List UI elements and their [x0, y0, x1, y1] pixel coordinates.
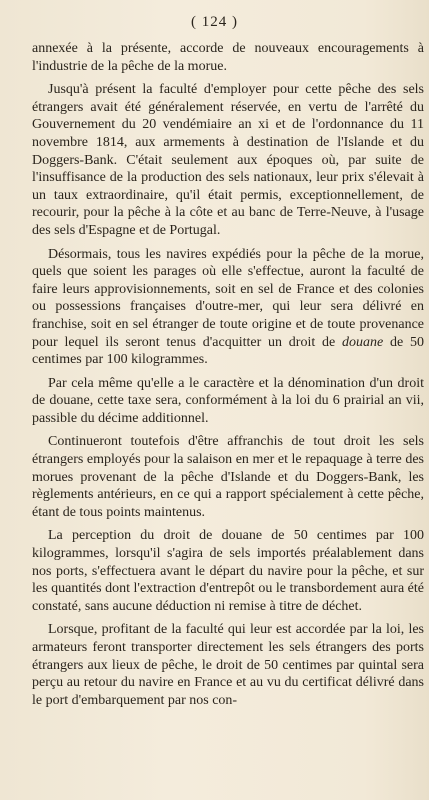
paragraph-armateurs: Lorsque, profitant de la faculté qui leur est accordée par la loi, les armateurs feront transporter directement les sels étrangers des ports étrangers aux lieux de pêche, le droit de 50 centimes par quintal sera perçu au retour du navire en France et au vu du certificat délivré dans le port d'embarquement par nos con-: [32, 622, 424, 708]
page-number: ( 124 ): [191, 14, 238, 30]
paragraph-sels-etrangers: Jusqu'à présent la faculté d'employer pour cette pêche des sels étrangers avait été généralement réservée, en vertu de l'arrêté du Gouvernement du 20 vendémiaire an xi et de l'ordonnance du 11 novembre 1814, aux armements à destination de l'Islande et du Doggers-Bank. C'était seulement aux époques où, par suite de l'insuffisance de la production des sels nationaux, leur prix s'élevait à un taux extraordinaire, qu'il était permis, exceptionnellement, de recourir, pour la pêche à la côte et au banc de Terre-Neuve, à l'usage des sels d'Espagne et de Portugal.: [32, 82, 424, 238]
body-text: [32, 40, 424, 715]
paragraph-desormais-end: de 50 centimes par 100 kilogrammes.: [32, 334, 425, 368]
paragraph-continuation: annexée à la présente, accorde de nouveaux encouragements à l'industrie de la pêche de la morue.: [32, 41, 424, 74]
paragraph-perception: La perception du droit de douane de 50 centimes par 100 kilogrammes, lorsqu'il s'agira de sels importés préalablement dans nos ports, s'effectuera avant le départ du navire pour la pêche, et sur les quantités dont l'extraction d'entrepôt ou le transbordement aura été constaté, sans aucune déduction ni remise à titre de déchet.: [32, 528, 424, 614]
paragraph-desormais-text: Désormais, tous les navires expédiés pour la pêche de la morue, quels que soient les parages où elle s'effectue, auront la faculté de faire leurs approvisionnements, soit en sel de France et des colonies ou possessions françaises d'outre-mer, qui leur sera délivré en franchise, soit en sel étranger de toute origine et de toute provenance pour lequel ils seront tenus d'acquitter un droit de: [32, 246, 424, 350]
paragraph-desormais: [32, 246, 424, 369]
paragraph-droit-de-douane: Par cela même qu'elle a le caractère et la dénomination d'un droit de douane, cette taxe sera, conformément à la loi du 6 prairial an vii, passible du décime additionnel.: [32, 375, 424, 426]
paragraph-affranchis: Continueront toutefois d'être affranchis de tout droit les sels étrangers employés pour la salaison en mer et le repaquage à terre des morues provenant de la pêche d'Islande et du Doggers-Bank, les règlements antérieurs, en ce qui a rapport spécialement à cette pêche, étant de tous points maintenus.: [32, 434, 424, 520]
italic-douane: douane: [342, 334, 384, 350]
